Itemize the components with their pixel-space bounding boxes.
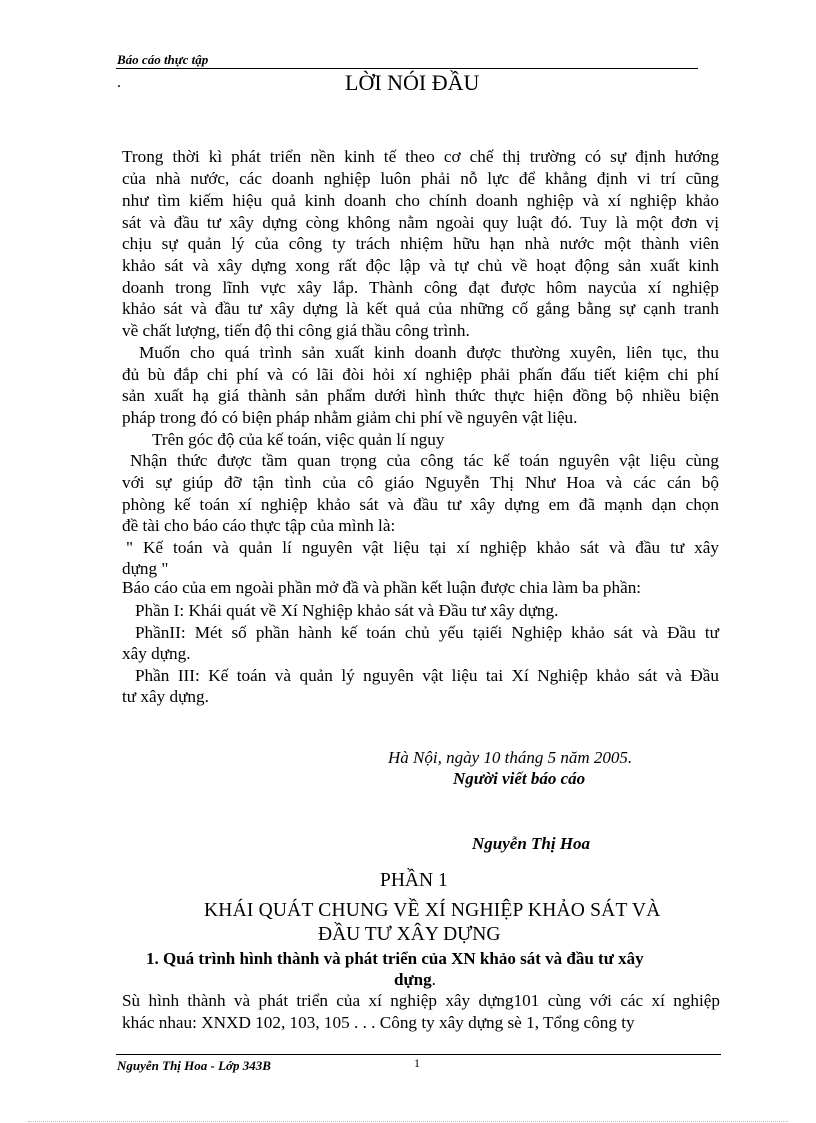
body-line: Trong thời kì phát triển nền kinh tế theo cơ chế thị trường có sự định hướng: [122, 147, 719, 166]
body-line: đủ bù đắp chi phí và có lãi đòi hỏi xí nghiệp phải phấn đấu tiết kiệm chi phí: [122, 365, 719, 384]
body-line: như tìm kiếm hiệu quả kinh doanh cho chính doanh nghiệp và xí nghiệp khảo: [122, 191, 719, 210]
footer-rule: [116, 1054, 721, 1055]
body-line: khảo sát và xây dựng xong rất độc lập và tự chủ về hoạt động sản xuất kinh: [122, 256, 719, 275]
section-heading-cont: [394, 970, 436, 990]
page-bottom-border: [28, 1121, 788, 1122]
body-line: Phần I: Khái quát về Xí Nghiệp khảo sát và Đầu tư xây dựng.: [135, 601, 559, 620]
header-rule: [116, 68, 698, 69]
body-line: dựng ": [122, 559, 169, 578]
body-line: về chất lượng, tiến độ thi công giá thầu công trình.: [122, 321, 470, 340]
signature-role: Người viết báo cáo: [453, 769, 586, 788]
body-line: xây dựng.: [122, 644, 191, 663]
body-line: khảo sát và đầu tư xây dựng là kết quả của những cố gắng bằng sự cạnh tranh: [122, 299, 719, 318]
footer-author: Nguyễn Thị Hoa - Lớp 343B: [117, 1058, 271, 1073]
section-text-line: khác nhau: XNXD 102, 103, 105 . . . Công ty xây dựng sè 1, Tổng công ty: [122, 1013, 635, 1032]
section-heading-word: dựng: [394, 970, 432, 989]
page-title: LỜI NÓI ĐẦU: [345, 70, 480, 95]
body-line: phòng kế toán xí nghiệp khảo sát và đầu tư xây dựng em đã mạnh dạn chọn: [122, 495, 719, 514]
page-number: 1: [414, 1056, 420, 1070]
body-line: doanh trong lĩnh vực xây lắp. Thành công đạt được hôm naycủa xí nghiệp: [122, 278, 719, 297]
part-title-line1: KHÁI QUÁT CHUNG VỀ XÍ NGHIỆP KHẢO SÁT VÀ: [204, 900, 661, 921]
body-line: Phần III: Kế toán và quản lý nguyên vật liệu tai Xí Nghiệp khảo sát và Đầu: [135, 666, 719, 685]
section-heading-period: .: [431, 970, 436, 989]
header-dot: .: [117, 74, 121, 91]
body-line: PhầnII: Mét số phần hành kế toán chủ yếu tạiếi Nghiệp khảo sát và Đầu tư: [135, 623, 719, 642]
body-line: sản xuất hạ giá thành sản phẩm dưới hình thức thực hiện đồng bộ nhiều biện: [122, 386, 719, 405]
section-text-line: Sù hình thành và phát triển của xí nghiệp xây dựng101 cùng với các xí nghiệp: [122, 991, 720, 1010]
body-line: Trên góc độ của kế toán, việc quản lí nguy: [152, 430, 445, 449]
body-line: tư xây dựng.: [122, 687, 209, 706]
section-heading: 1. Quá trình hình thành và phát triển của XN khảo sát và đầu tư xây: [146, 949, 644, 968]
body-line: " Kế toán và quản lí nguyên vật liệu tại xí nghiệp khảo sát và đầu tư xây: [126, 538, 719, 557]
part-title-line2: ĐẦU TƯ XÂY DỰNG: [318, 924, 501, 945]
body-line: chịu sự quản lý của công ty trách nhiệm hữu hạn nhà nước một thành viên: [122, 234, 719, 253]
body-line: với sự giúp đỡ tận tình của cô giáo Nguyễn Thị Như Hoa và các cán bộ: [122, 473, 719, 492]
body-line: Nhận thức được tầm quan trọng của công tác kế toán nguyên vật liệu cùng: [130, 451, 719, 470]
signature-name: Nguyễn Thị Hoa: [472, 834, 591, 853]
body-line: đề tài cho báo cáo thực tập của mình là:: [122, 516, 396, 535]
page-header: Báo cáo thực tập: [117, 52, 209, 67]
body-line: sát và đầu tư xây dựng còng không nằm ngoài quy luật đó. Tuy là một đơn vị: [122, 213, 719, 232]
part-label: PHẦN 1: [380, 870, 448, 891]
signature-date: Hà Nội, ngày 10 tháng 5 năm 2005.: [388, 748, 633, 767]
body-line: Báo cáo của em ngoài phần mở đầ và phần kết luận được chia làm ba phần:: [122, 578, 642, 597]
body-line: Muốn cho quá trình sản xuất kinh doanh được thường xuyên, liên tục, thu: [139, 343, 719, 362]
body-line: của nhà nước, các doanh nghiệp luôn phải nỗ lực để khẳng định vi trí cũng: [122, 169, 719, 188]
body-line: pháp trong đó có biện pháp nhằm giảm chi phí về nguyên vật liệu.: [122, 408, 578, 427]
